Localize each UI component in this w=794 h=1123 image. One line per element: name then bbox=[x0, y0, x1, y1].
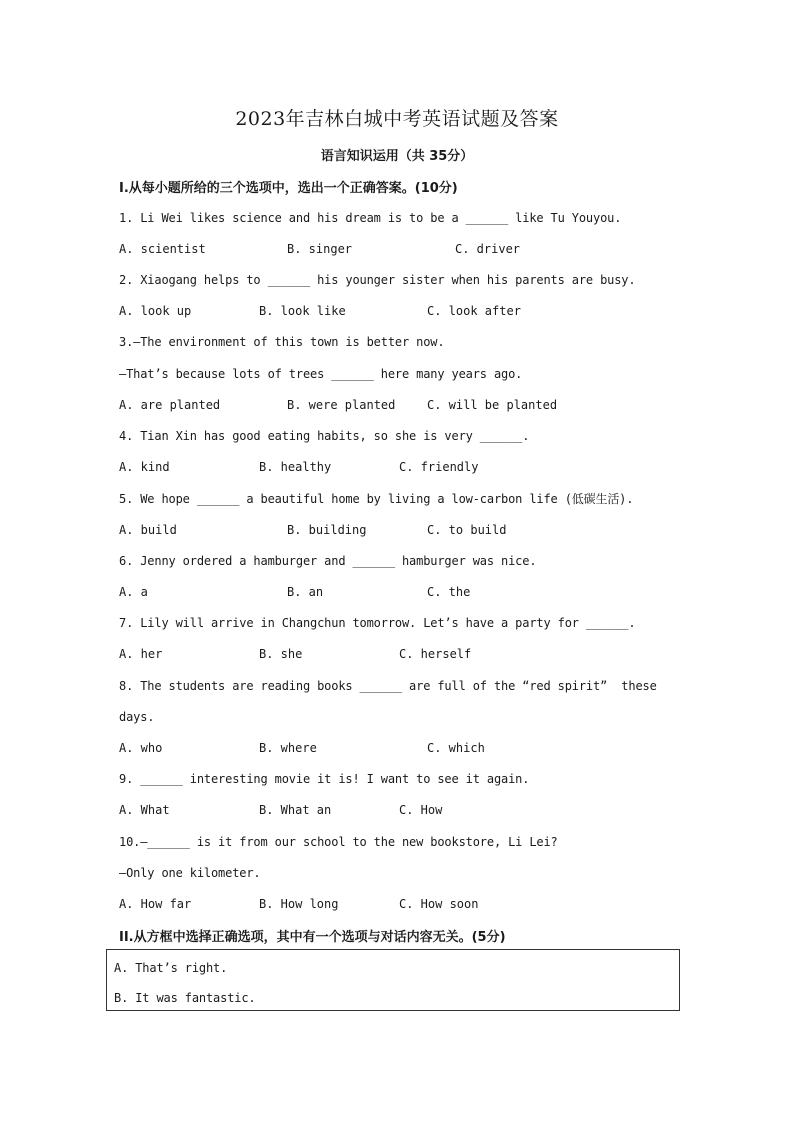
option-b: B. building bbox=[287, 523, 367, 537]
question-3-text: 3.—The environment of this town is better now. bbox=[119, 335, 445, 349]
question-1-text: 1. Li Wei likes science and his dream is to be a ______ like Tu Youyou. bbox=[119, 211, 622, 225]
question-3-text-line2: —That’s because lots of trees ______ here many years ago. bbox=[119, 367, 523, 381]
option-b: B. she bbox=[259, 647, 303, 661]
option-a: A. are planted bbox=[119, 398, 221, 412]
question-10-text: 10.—______ is it from our school to the new bookstore, Li Lei? bbox=[119, 835, 558, 849]
question-10-options bbox=[119, 897, 679, 913]
option-a: A. build bbox=[119, 523, 177, 537]
question-8-text: 8. The students are reading books ______ are full of the “red spirit” these bbox=[119, 679, 657, 693]
option-b: B. singer bbox=[287, 242, 353, 256]
question-8-text-line2: days. bbox=[119, 710, 155, 724]
option-a: A. kind bbox=[119, 460, 170, 474]
question-7-options bbox=[119, 647, 679, 663]
options-box bbox=[106, 949, 680, 1011]
option-b: B. where bbox=[259, 741, 317, 755]
option-c: C. will be planted bbox=[427, 398, 558, 412]
question-3-options bbox=[119, 398, 679, 414]
question-4-options bbox=[119, 460, 679, 476]
option-b: B. healthy bbox=[259, 460, 332, 474]
question-8-options bbox=[119, 741, 679, 757]
section-subtitle: 语言知识运用（共 35分） bbox=[320, 149, 474, 164]
section1-heading: I.从每小题所给的三个选项中，选出一个正确答案。(10分) bbox=[119, 181, 458, 196]
option-a: A. a bbox=[119, 585, 148, 599]
option-c: C. to build bbox=[427, 523, 507, 537]
option-a: A. How far bbox=[119, 897, 192, 911]
option-c: C. which bbox=[427, 741, 485, 755]
question-1-options bbox=[119, 242, 679, 258]
question-5-text: 5. We hope ______ a beautiful home by living a low-carbon life (低碳生活). bbox=[119, 492, 634, 506]
question-7-text: 7. Lily will arrive in Changchun tomorrow. Let’s have a party for ______. bbox=[119, 616, 636, 630]
question-2-text: 2. Xiaogang helps to ______ his younger sister when his parents are busy. bbox=[119, 273, 636, 287]
option-c: C. herself bbox=[399, 647, 472, 661]
box-item-a: A. That’s right. bbox=[114, 961, 228, 975]
question-9-text: 9. ______ interesting movie it is! I want to see it again. bbox=[119, 772, 530, 786]
option-c: C. How soon bbox=[399, 897, 479, 911]
option-a: A. What bbox=[119, 803, 170, 817]
option-b: B. were planted bbox=[287, 398, 396, 412]
question-9-options bbox=[119, 803, 679, 819]
question-5-options bbox=[119, 523, 679, 539]
page-title: 2023年吉林白城中考英语试题及答案 bbox=[235, 108, 559, 130]
option-b: B. What an bbox=[259, 803, 332, 817]
section2-heading: II.从方框中选择正确选项，其中有一个选项与对话内容无关。(5分) bbox=[119, 930, 506, 945]
question-6-options bbox=[119, 585, 679, 601]
option-c: C. driver bbox=[455, 242, 521, 256]
option-b: B. look like bbox=[259, 304, 346, 318]
question-6-text: 6. Jenny ordered a hamburger and ______ hamburger was nice. bbox=[119, 554, 537, 568]
option-b: B. How long bbox=[259, 897, 339, 911]
option-a: A. her bbox=[119, 647, 163, 661]
option-c: C. friendly bbox=[399, 460, 479, 474]
question-10-text-line2: —Only one kilometer. bbox=[119, 866, 261, 880]
box-item-b: B. It was fantastic. bbox=[114, 991, 256, 1005]
option-a: A. who bbox=[119, 741, 163, 755]
question-4-text: 4. Tian Xin has good eating habits, so she is very ______. bbox=[119, 429, 530, 443]
option-c: C. the bbox=[427, 585, 471, 599]
question-2-options bbox=[119, 304, 679, 320]
option-a: A. scientist bbox=[119, 242, 206, 256]
option-c: C. look after bbox=[427, 304, 521, 318]
option-c: C. How bbox=[399, 803, 443, 817]
option-b: B. an bbox=[287, 585, 324, 599]
option-a: A. look up bbox=[119, 304, 192, 318]
